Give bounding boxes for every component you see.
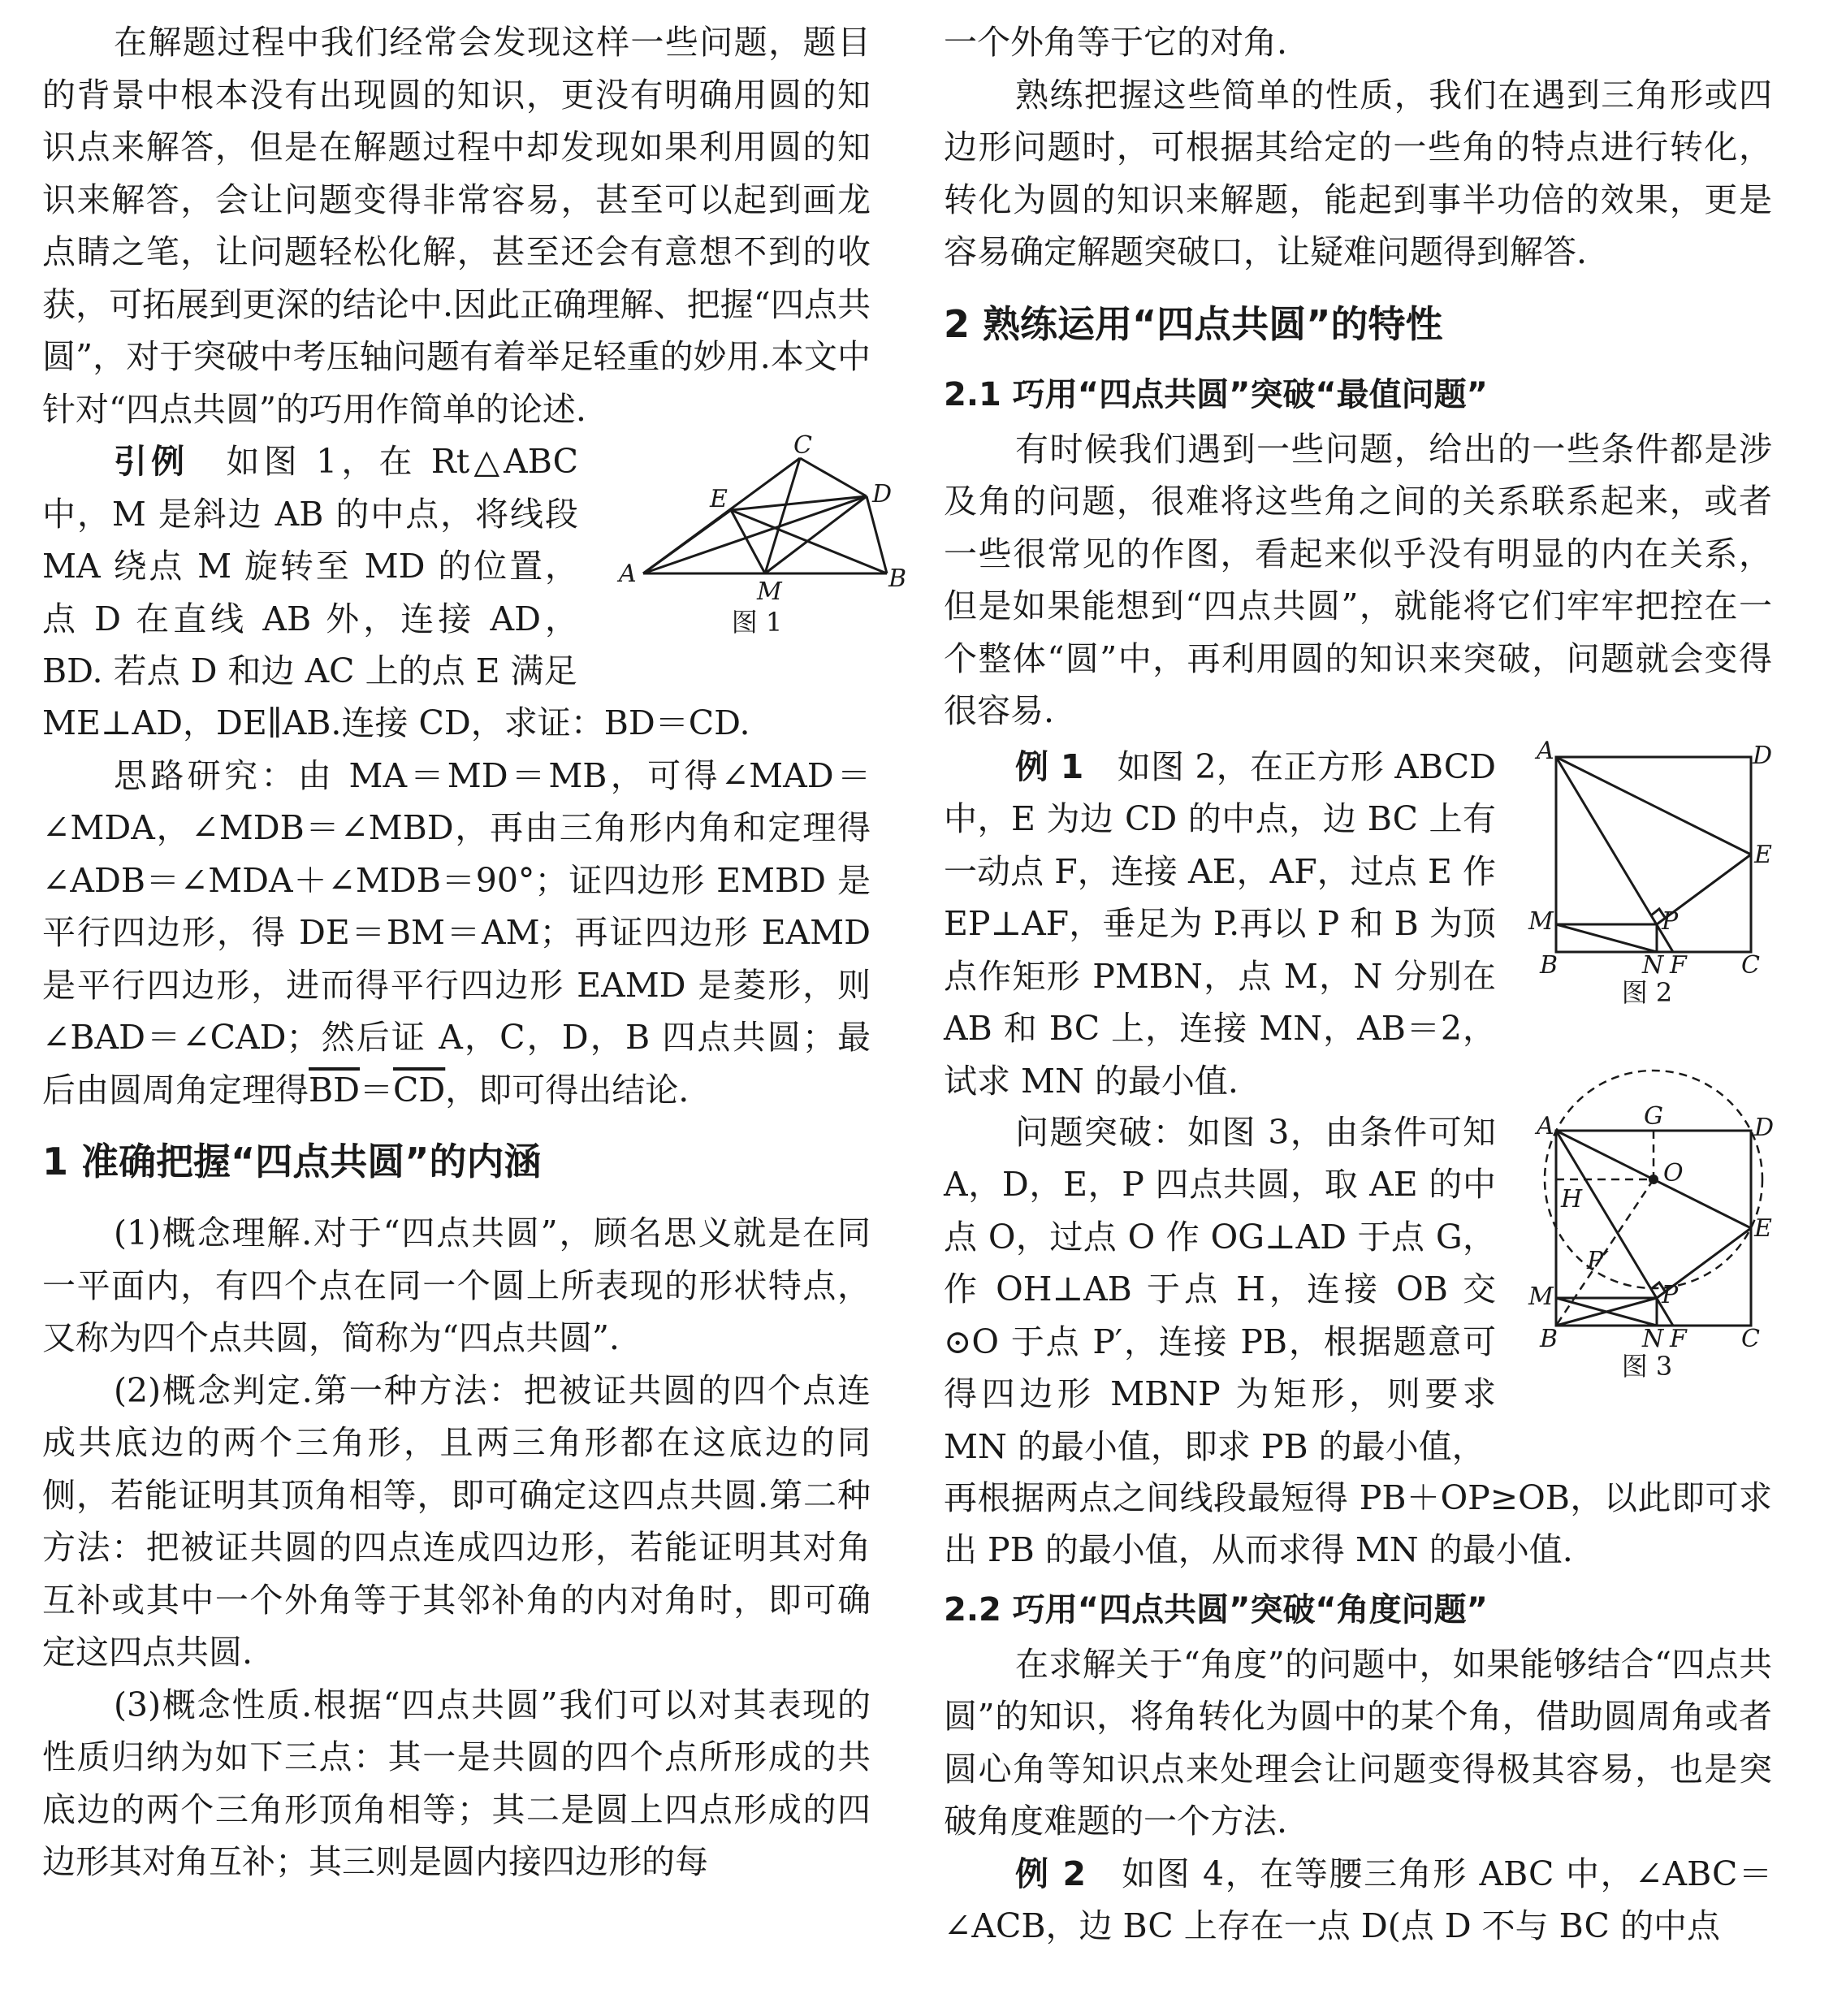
breakthrough-paragraph: 问题突破：如图 3，由条件可知 A，D，E，P 四点共圆，取 AE 的中点 O，过点 O 作 OG⊥AD 于点 G，作 OH⊥AB 于点 H，连接 OB 交⊙O 于点 P′，连接 PB，根据题意可得四边形 MBNP 为矩形，则要求 MN 的最小值，即求 PB 的最小值， — [944, 1112, 1496, 1466]
fig1-label-m: M — [757, 578, 782, 606]
arc-bd: $\overline{BD}$ — [309, 1070, 361, 1110]
arc-equal: ＝ — [360, 1070, 394, 1110]
fig3-label-f: F — [1670, 1324, 1687, 1353]
continued-text: 一个外角等于它的对角. — [944, 23, 1288, 62]
figure-2 — [1525, 736, 1773, 1009]
example-paragraph — [42, 435, 578, 698]
fig2-label-c: C — [1741, 950, 1760, 980]
fig2-label-e: E — [1754, 840, 1772, 869]
fig2-label-a: A — [1537, 736, 1554, 765]
arc-cd: $\overline{CD}$ — [393, 1070, 446, 1110]
figure-1 — [611, 431, 907, 638]
section-2-heading: 2 熟练运用“四点共圆”的特性 — [944, 301, 1443, 346]
figure-3 — [1525, 1101, 1775, 1382]
fig3-label-p-prime: P′ — [1587, 1246, 1609, 1275]
fig3-label-n: N — [1642, 1324, 1664, 1353]
section-1-heading: 1 准确把握“四点共圆”的内涵 — [42, 1140, 542, 1183]
figure-2-caption: 图 2 — [1621, 976, 1673, 1008]
fig3-label-g: G — [1644, 1101, 1663, 1131]
fig1-label-e: E — [710, 485, 728, 513]
example-2-label: 例 2 — [1015, 1854, 1086, 1893]
section-2-2-heading: 2.2 巧用“四点共圆”突破“角度问题” — [944, 1590, 1488, 1629]
figure-3-diagram — [1525, 1101, 1775, 1353]
example-2-paragraph — [944, 1848, 1772, 1953]
breakthrough-conclusion: 再根据两点之间线段最短得 PB＋OP≥OB，以此即可求出 PB 的最小值，从而求得 MN 的最小值. — [944, 1477, 1772, 1569]
fig3-label-d: D — [1754, 1113, 1775, 1142]
example-1-block — [944, 736, 1773, 1106]
fig3-label-b: B — [1540, 1324, 1559, 1353]
example-2-text: 如图 4，在等腰三角形 ABC 中，∠ABC＝∠ACB，边 BC 上存在一点 D(点 D 不与 BC 的中点 — [944, 1854, 1773, 1945]
fig3-label-o: O — [1663, 1158, 1684, 1188]
fig3-label-p: P — [1662, 1280, 1679, 1309]
idea-text-end: ，即可得出结论. — [445, 1070, 690, 1110]
concept-properties: (3)概念性质.根据“四点共圆”我们可以对其表现的性质归纳为如下三点：其一是共圆的四个点所形成的共底边的两个三角形顶角相等；其二是圆上四点形成的四边形其对角互补；其三则是圆内接四边形的每 — [42, 1685, 871, 1881]
fig1-label-a: A — [619, 560, 637, 588]
example-text: 如图 1，在 Rt△ABC 中，M 是斜边 AB 的中点，将线段 MA 绕点 M 旋转至 MD 的位置，点 D 在直线 AB 外，连接 AD，BD. 若点 D 和边 AC 上的点 E 满足 — [42, 442, 579, 690]
fig1-label-b: B — [888, 565, 907, 593]
example-label: 引例 — [114, 442, 189, 481]
fig3-label-a: A — [1537, 1111, 1554, 1140]
left-column — [42, 16, 907, 1888]
fig3-label-h: H — [1561, 1184, 1583, 1213]
concept-determination: (2)概念判定.第一种方法：把被证共圆的四个点连成共底边的两个三角形，且两三角形都在这底边的同侧，若能证明其顶角相等，即可确定这四点共圆.第二种方法：把被证共圆的四点连成四边形，若能证明其对角互补或其中一个外角等于其邻补角的内对角时，即可确定这四点共圆. — [42, 1370, 871, 1672]
intro-paragraph: 在解题过程中我们经常会发现这样一些问题，题目的背景中根本没有出现圆的知识，更没有明确用圆的知识点来解答，但是在解题过程中却发现如果利用圆的知识来解答，会让问题变得非常容易，甚至可以起到画龙点睛之笔，让问题轻松化解，甚至还会有意想不到的收获，可拓展到更深的结论中.因此正确理解、把握“四点共圆”，对于突破中考压轴问题有着举足轻重的妙用.本文中针对“四点共圆”的巧用作简单的论述. — [42, 23, 871, 429]
fig3-label-e: E — [1754, 1213, 1772, 1243]
concept-understanding: (1)概念理解.对于“四点共圆”，顾名思义就是在同一平面内，有四个点在同一个圆上所表现的形状特点，又称为四个点共圆，简称为“四点共圆”. — [42, 1213, 871, 1357]
example-block — [42, 431, 907, 697]
max-min-intro: 有时候我们遇到一些问题，给出的一些条件都是涉及角的问题，很难将这些角之间的关系联系起来，或者一些很常见的作图，看起来似乎没有明显的内在关系，但是如果能想到“四点共圆”，就能将它们牢牢把控在一个整体“圆”中，再利用圆的知识来突破，问题就会变得很容易. — [944, 429, 1772, 730]
fig2-label-b: B — [1540, 950, 1559, 980]
fig2-label-n: N — [1642, 950, 1664, 980]
fig2-label-d: D — [1753, 741, 1773, 770]
figure-2-diagram — [1525, 736, 1773, 980]
fig3-label-c: C — [1741, 1324, 1760, 1353]
fig1-label-d: D — [872, 480, 893, 508]
idea-paragraph — [42, 750, 871, 1117]
example-conclusion: ME⊥AD，DE∥AB.连接 CD，求证：BD＝CD. — [42, 703, 750, 742]
example-1-label: 例 1 — [1015, 746, 1084, 786]
figure-1-diagram — [611, 431, 907, 606]
fig2-label-m: M — [1528, 906, 1554, 936]
fig2-label-p: P — [1662, 906, 1679, 936]
fig2-label-f: F — [1670, 950, 1687, 980]
fig1-label-c: C — [793, 431, 812, 460]
angle-intro: 在求解关于“角度”的问题中，如果能够结合“四点共圆”的知识，将角转化为圆中的某个角，借助圆周角或者圆心角等知识点来处理会让问题变得极其容易，也是突破角度难题的一个方法. — [944, 1644, 1772, 1841]
example-1-paragraph — [944, 741, 1496, 1108]
figure-3-caption: 图 3 — [1621, 1350, 1673, 1382]
right-column — [944, 16, 1775, 1953]
idea-text: 思路研究：由 MA＝MD＝MB，可得∠MAD＝∠MDA，∠MDB＝∠MBD，再由三角形内角和定理得∠ADB＝∠MDA＋∠MDB＝90°；证四边形 EMBD 是平行四边形，得 DE＝BM＝AM；再证四边形 EAMD 是平行四边形，进而得平行四边形 EAMD 是菱形，则∠BAD＝∠CAD；然后证 A，C，D，B 四点共圆；最后由圆周角定理得 — [42, 755, 871, 1110]
breakthrough-block — [944, 1101, 1775, 1472]
properties-summary: 熟练把握这些简单的性质，我们在遇到三角形或四边形问题时，可根据其给定的一些角的特点进行转化，转化为圆的知识来解题，能起到事半功倍的效果，更是容易确定解题突破口，让疑难问题得到解答. — [944, 75, 1772, 271]
fig3-label-m: M — [1528, 1282, 1554, 1311]
section-2-1-heading: 2.1 巧用“四点共圆”突破“最值问题” — [944, 375, 1488, 413]
example-1-text: 如图 2，在正方形 ABCD 中，E 为边 CD 的中点，边 BC 上有一动点 F，连接 AE，AF，过点 E 作 EP⊥AF，垂足为 P.再以 P 和 B 为顶点作矩形 PMBN，点 M，N 分别在 AB 和 BC 上，连接 MN，AB＝2，试求 MN 的最小值. — [944, 746, 1496, 1101]
figure-1-caption: 图 1 — [731, 607, 783, 638]
